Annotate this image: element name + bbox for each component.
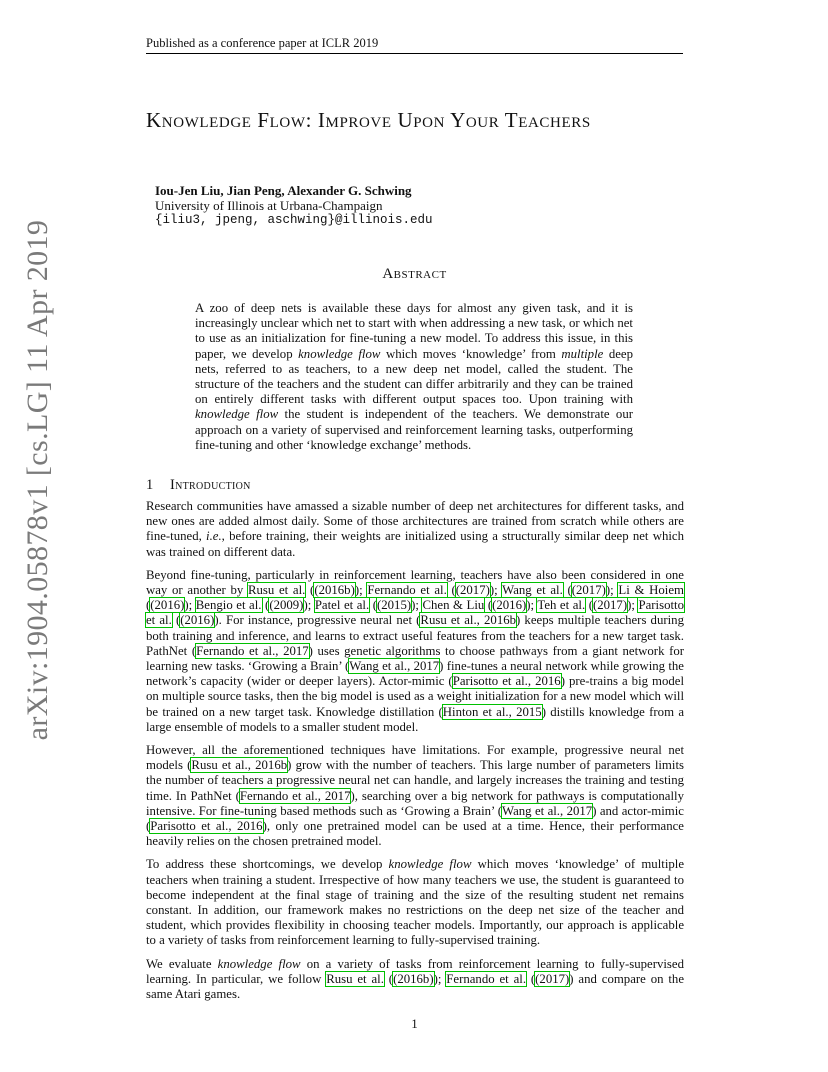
- citation-link[interactable]: Wang et al.: [502, 583, 563, 598]
- abstract-emphasis: knowledge flow: [298, 346, 381, 361]
- abstract-emphasis: knowledge flow: [195, 407, 279, 422]
- header-rule: [146, 53, 683, 54]
- paragraph-text: ) keeps multiple teachers during both training and inference, and learns to extract useful features from the teachers for a new target task. PathNet (: [146, 613, 684, 658]
- citation-link[interactable]: Fernando et al., 2017: [239, 788, 351, 803]
- arxiv-identifier: arXiv:1904.05878v1 [cs.LG] 11 Apr 2019: [21, 219, 54, 741]
- paragraph: [146, 499, 684, 560]
- abstract-heading: Abstract: [382, 266, 447, 282]
- paragraph-emphasis: knowledge flow: [217, 956, 301, 971]
- section-heading: [146, 477, 683, 494]
- abstract-text: A zoo of deep nets is available these days for almost any given task, and it is increasingly unclear which net to start with when addressing a new task, or which net to use as an initialization for fine-tuning a new model. To address this issue, in this paper, we develop: [195, 301, 633, 361]
- citation-link[interactable]: (2016b): [393, 971, 434, 986]
- citation-link[interactable]: Fernando et al.: [367, 583, 447, 598]
- citation-link[interactable]: Patel et al.: [314, 598, 370, 613]
- paragraph-text: which moves ‘knowledge’ of multiple teachers when training a student. Irrespective of how many teachers we use, the student is guaranteed to become independent at the final stage of training and the size of the resulting student net remains constant. In addition, our framework makes no restrictions on the deep net size of the teacher and student, which provides flexibility in choosing teacher models. Importantly, our approach is applicable to a variety of tasks from reinforcement learning to fully-supervised training.: [146, 857, 685, 948]
- citation-link[interactable]: Rusu et al.: [247, 583, 306, 598]
- paragraph-text: ) fine-tunes a neural network while growing the network’s capacity (wider or deeper layers). Actor-mimic (: [146, 659, 684, 689]
- page-number: 1: [411, 1016, 418, 1031]
- citation-link[interactable]: (2017): [592, 598, 628, 613]
- author-affiliation: University of Illinois at Urbana-Champaign: [155, 198, 383, 213]
- section-number: 1: [146, 477, 154, 493]
- abstract-text: deep nets, referred to as teachers, to a new deep net model, called the student. The structure of the teachers and the student can differ arbitrarily and they can be trained on entirely different tasks with different output spaces too. Upon training with: [195, 346, 634, 407]
- citation-link[interactable]: (2017): [571, 583, 606, 598]
- citation-link[interactable]: Parisotto et al., 2016: [452, 674, 561, 689]
- citation-link[interactable]: Parisotto et al.: [146, 598, 684, 628]
- citation-link[interactable]: Fernando et al.: [446, 971, 527, 986]
- paper-title: Knowledge Flow: Improve Upon Your Teachers: [146, 108, 591, 132]
- paragraph: We evaluate knowledge flow on a variety of tasks from reinforcement learning to fully-supervised learning. In particular, we follow Rusu et al. ((2016b)); Fernando et al. ((2017)) and compare on the same Atari games.: [146, 956, 685, 1002]
- separator: ;: [359, 583, 368, 598]
- citation-link[interactable]: (2016): [180, 613, 215, 628]
- citation-link[interactable]: Hinton et al., 2015: [442, 704, 542, 719]
- separator: ;: [415, 598, 423, 613]
- paragraph-text: ) uses genetic algorithms to choose pathways from a giant network for learning new tasks. ‘Growing a Brain’ (: [146, 643, 684, 674]
- paragraph-text: , before training, their weights are initialized using a structurally similar deep net which was trained on different data.: [146, 529, 684, 559]
- citation-link[interactable]: Wang et al., 2017: [349, 659, 440, 674]
- running-header: Published as a conference paper at ICLR 2019: [146, 36, 379, 50]
- separator: ;: [437, 971, 447, 986]
- paragraph-text: ), only one pretrained model can be used at a time. Hence, their performance heavily relies on the chosen pretrained model.: [146, 819, 684, 849]
- citation-link[interactable]: Rusu et al.: [326, 971, 384, 986]
- paragraph-text: We evaluate: [146, 956, 218, 971]
- abstract-text: the student is independent of the teachers. We demonstrate our approach on a variety of supervised and reinforcement learning tasks, outperforming fine-tuning and other ‘knowledge exchange’ methods.: [195, 407, 633, 452]
- separator: ;: [610, 583, 619, 598]
- paragraph-text: and compare on the same Atari games.: [146, 971, 685, 1002]
- citation-link[interactable]: (2016b): [314, 583, 355, 598]
- paragraph-text: ) distills knowledge from a large ensemble of models to a smaller student model.: [146, 704, 684, 734]
- paragraph-text: To address these shortcomings, we develop: [146, 857, 389, 872]
- paragraph-text: ) grow with the number of teachers. This large number of parameters limits the number of teachers a progressive neural net can handle, and largely increases the training and testing time. In PathNet (: [146, 758, 684, 803]
- paragraph-emphasis: i.e.: [206, 529, 222, 544]
- separator: ;: [494, 583, 503, 598]
- separator: ;: [631, 598, 639, 613]
- paragraph-text: ) and actor-mimic (: [146, 803, 684, 834]
- citation-link[interactable]: (2017): [455, 583, 490, 598]
- author-names: Iou-Jen Liu, Jian Peng, Alexander G. Schwing: [155, 183, 412, 198]
- citation-link[interactable]: Fernando et al., 2017: [196, 643, 309, 658]
- author-emails: {iliu3, jpeng, aschwing}@illinois.edu: [155, 213, 433, 227]
- paragraph-text: . For instance, progressive neural net (: [218, 613, 421, 628]
- citation-link[interactable]: Teh et al.: [537, 598, 586, 613]
- paragraph: [146, 857, 684, 948]
- paragraph: [146, 743, 684, 849]
- paragraph-text: Research communities have amassed a sizable number of deep net architectures for different tasks, and new ones are added almost daily. Some of those architectures are trained from scratch while others are fine-tuned,: [146, 499, 684, 544]
- citation-link[interactable]: Rusu et al., 2016b: [191, 758, 288, 773]
- paragraph-text: ) pre-trains a big model on multiple source tasks, then the big model is used as a weight initialization for a new model which will be trained on a new target task. Knowledge distillation (: [146, 674, 685, 719]
- abstract-emphasis: multiple: [561, 346, 604, 361]
- paragraph-emphasis: knowledge flow: [388, 857, 472, 872]
- paragraph-text: on a variety of tasks from reinforcement learning to fully-supervised learning. In particular, we follow: [146, 956, 684, 986]
- citation-link[interactable]: (2016): [150, 598, 185, 613]
- abstract-body: [195, 301, 633, 453]
- citation-link[interactable]: Chen & Liu: [422, 598, 485, 613]
- citation-link[interactable]: (2015): [376, 598, 412, 613]
- paragraph-text: However, all the aforementioned techniques have limitations. For example, progressive neural net models (: [146, 743, 684, 773]
- citation-link[interactable]: Bengio et al.: [195, 598, 262, 613]
- paragraph-text: ), searching over a big network for pathways is computationally intensive. For fine-tuning based methods such as ‘Growing a Brain’ (: [146, 788, 684, 818]
- separator: ;: [188, 598, 196, 613]
- citation-link[interactable]: (2009): [269, 598, 304, 613]
- separator: ;: [530, 598, 538, 613]
- citation-link[interactable]: Parisotto et al., 2016: [150, 819, 263, 834]
- citation-link[interactable]: (2017): [535, 971, 570, 986]
- abstract-text: which moves ‘knowledge’ from: [380, 346, 562, 361]
- citation-link[interactable]: Li & Hoiem: [618, 583, 684, 598]
- body-text: [146, 499, 684, 1010]
- paragraph: Beyond fine-tuning, particularly in reinforcement learning, teachers have also been considered in one way or another by Rusu et al. ((2016b)); Fernando et al. ((2017)); Wang et al. ((2017)); Li & Hoiem ((2016)); Bengio et al. ((2009)); Patel et al. ((2015)); Chen & Liu ((2016)); Teh et al. ((2017)); Parisotto et al. ((2016)). For instance, progressive neural net (Rusu et al., 2016b) keeps multiple teachers during both training and inference, and learns to extract useful features from the teachers for a new target task. PathNet (Fernando et al., 2017) uses genetic algorithms to choose pathways from a giant network for learning new tasks. ‘Growing a Brain’ (Wang et al., 2017) fine-tunes a neural network while growing the network’s capacity (wider or deeper layers). Actor-mimic (Parisotto et al., 2016) pre-trains a big model on multiple source tasks, then the big model is used as a weight initialization for a new model which will be trained on a new target task. Knowledge distillation (Hinton et al., 2015) distills knowledge from a large ensemble of models to a smaller student model.: [146, 567, 685, 734]
- author-block: [155, 183, 675, 228]
- section-title: Introduction: [170, 477, 251, 493]
- citation-link[interactable]: Wang et al., 2017: [502, 803, 593, 818]
- separator: ;: [307, 598, 315, 613]
- citation-link[interactable]: Rusu et al., 2016b: [420, 613, 517, 628]
- citation-link[interactable]: (2016): [492, 598, 527, 613]
- paragraph-text: Beyond fine-tuning, particularly in reinforcement learning, teachers have also been considered in one way or another by: [146, 567, 684, 598]
